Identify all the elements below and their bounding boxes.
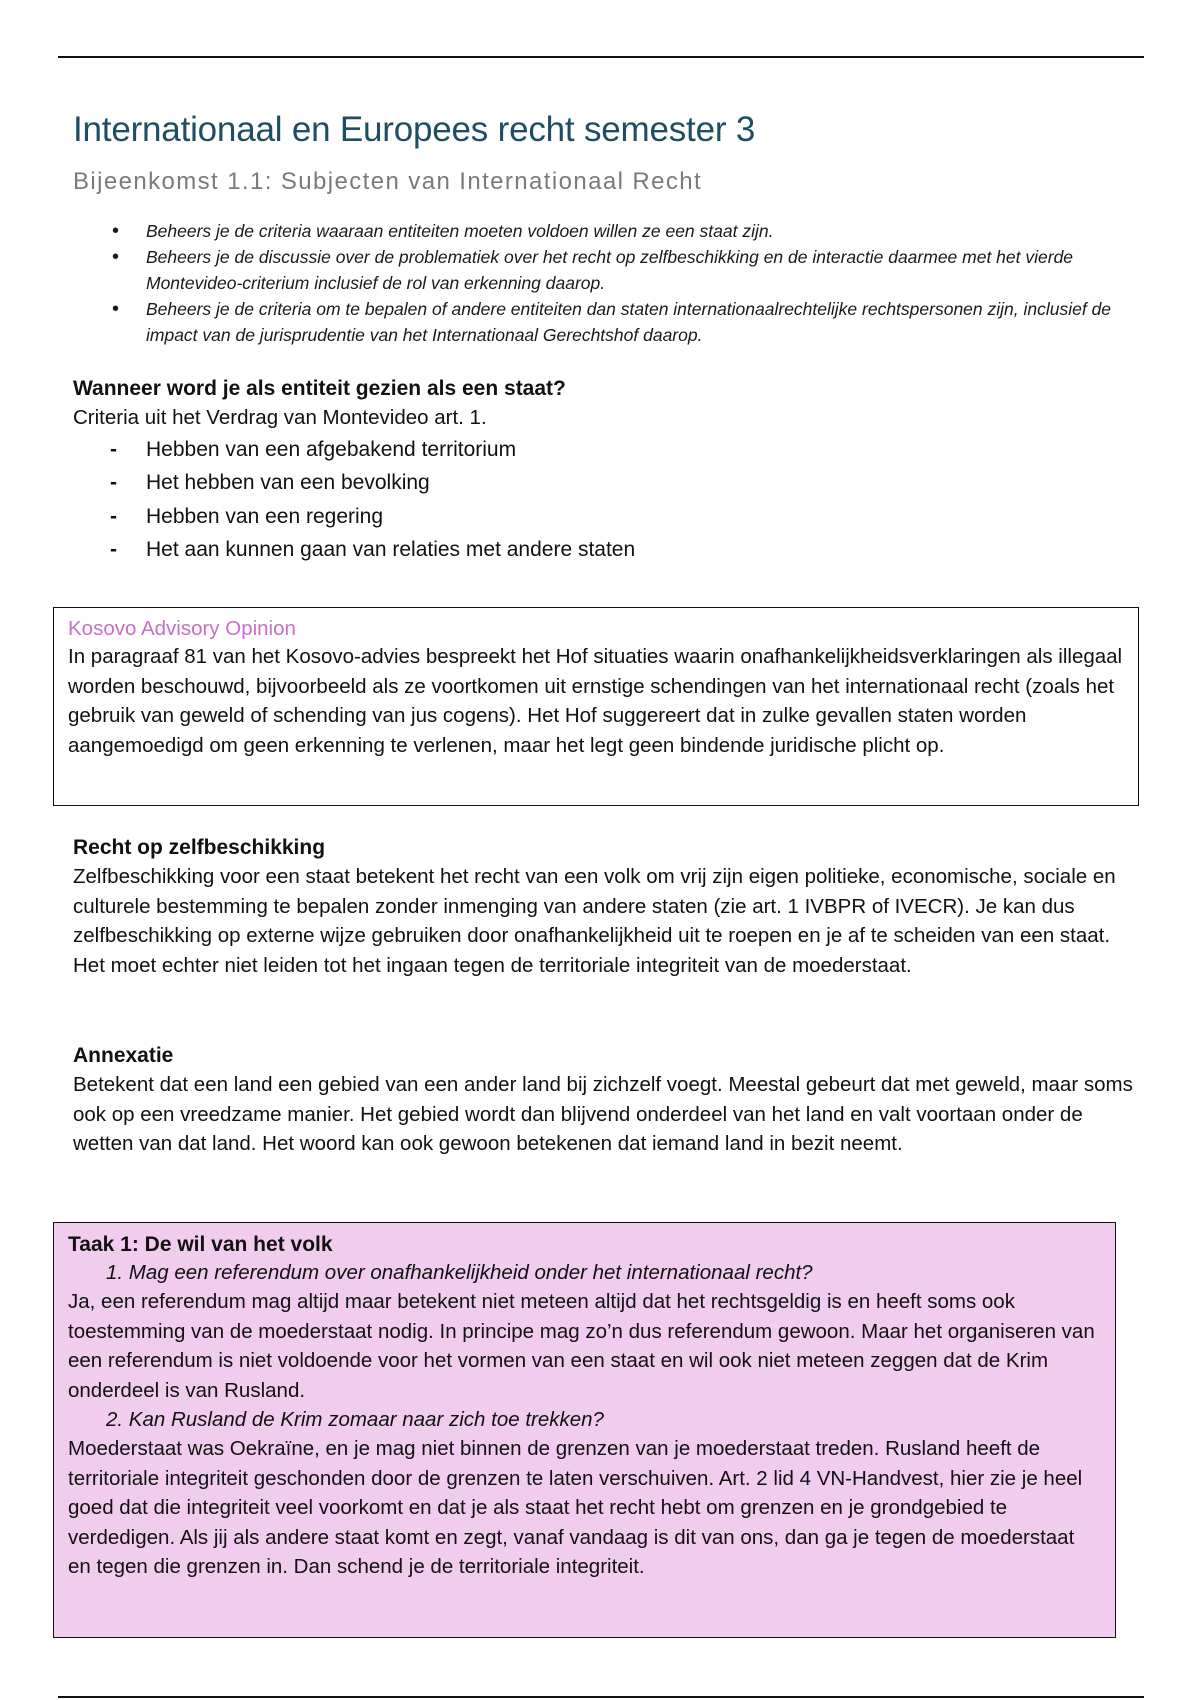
criterion-item: - Hebben van een regering bbox=[73, 500, 1133, 534]
page-title: Internationaal en Europees recht semester 3 bbox=[73, 110, 756, 149]
self-determination-text: Zelfbeschikking voor een staat betekent het recht van een volk om vrij zijn eigen politieke, economische, sociale en culturele bestemming te bepalen zonder inmenging van andere staten (zie art. 1 IVBPR of IVECR). Je kan dus zelfbeschikking op externe wijze gebruiken door onafhankelijkheid uit te roepen en je af te scheiden van een staat. Het moet echter niet leiden tot het ingaan tegen de territoriale integriteit van de moederstaat. bbox=[73, 865, 1116, 977]
learning-goal: • Beheers je de criteria om te bepalen of andere entiteiten dan staten internationaalrechtelijke rechtspersonen zijn, inclusief de impact van de jurisprudentie van het Internationaal Gerechtshof daarop. bbox=[112, 296, 1132, 348]
header-rule bbox=[58, 56, 1144, 58]
page-subtitle: Bijeenkomst 1.1: Subjecten van Internationaal Recht bbox=[73, 168, 703, 195]
kosovo-box-text: In paragraaf 81 van het Kosovo-advies bespreekt het Hof situaties waarin onafhankelijkheidsverklaringen als illegaal worden beschouwd, bijvoorbeeld als ze voortkomen uit ernstige schendingen van het internationaal recht (zoals het gebruik van geweld of schending van jus cogens). Het Hof suggereert dat in zulke gevallen staten worden aangemoedigd om geen erkenning te verlenen, maar het legt geen bindende juridische plicht op. bbox=[68, 645, 1123, 757]
annexation-heading: Annexatie bbox=[73, 1044, 174, 1067]
self-determination-section bbox=[73, 834, 1133, 980]
learning-goal: • Beheers je de discussie over de problematiek over het recht op zelfbeschikking en de interactie daarmee met het vierde Montevideo-criterium inclusief de rol van erkenning daarop. bbox=[112, 244, 1132, 296]
annexation-text: Betekent dat een land een gebied van een ander land bij zichzelf voegt. Meestal gebeurt dat met geweld, maar soms ook op een vreedzame manier. Het gebied wordt dan blijvend onderdeel van het land en valt voortaan onder de wetten van dat land. Het woord kan ook gewoon betekenen dat iemand land in bezit neemt. bbox=[73, 1073, 1133, 1155]
task-answer-1: Ja, een referendum mag altijd maar betekent niet meteen altijd dat het rechtsgeldig is en heeft soms ook toestemming van de moederstaat nodig. In principe mag zo’n dus referendum gewoon. Maar het organiseren van een referendum is niet voldoende voor het vormen van een staat en wil ook niet meteen zeggen dat de Krim onderdeel is van Rusland. bbox=[68, 1290, 1095, 1402]
footer-rule bbox=[58, 1696, 1144, 1698]
task-heading: Taak 1: De wil van het volk bbox=[68, 1233, 333, 1256]
self-determination-heading: Recht op zelfbeschikking bbox=[73, 836, 326, 859]
task-box bbox=[53, 1222, 1116, 1638]
criterion-item: - Hebben van een afgebakend territorium bbox=[73, 433, 1133, 467]
learning-goals-list bbox=[112, 218, 1132, 348]
statehood-heading: Wanneer word je als entiteit gezien als een staat? bbox=[73, 377, 566, 400]
statehood-intro: Criteria uit het Verdrag van Montevideo art. 1. bbox=[73, 406, 487, 429]
kosovo-advisory-box bbox=[53, 607, 1139, 806]
task-question-1: 1. Mag een referendum over onafhankelijkheid onder het internationaal recht? bbox=[106, 1261, 813, 1284]
criterion-item: - Het hebben van een bevolking bbox=[73, 466, 1133, 500]
task-question-2: 2. Kan Rusland de Krim zomaar naar zich toe trekken? bbox=[106, 1408, 604, 1431]
learning-goal: • Beheers je de criteria waaraan entiteiten moeten voldoen willen ze een staat zijn. bbox=[112, 218, 1132, 244]
statehood-section bbox=[73, 375, 1133, 567]
annexation-section bbox=[73, 1042, 1133, 1159]
criterion-item: - Het aan kunnen gaan van relaties met andere staten bbox=[73, 533, 1133, 567]
kosovo-box-label: Kosovo Advisory Opinion bbox=[68, 617, 296, 640]
task-answer-2: Moederstaat was Oekraïne, en je mag niet binnen de grenzen van je moederstaat treden. Rusland heeft de territoriale integriteit geschonden door de grenzen te laten verschuiven. Art. 2 lid 4 VN-Handvest, hier zie je heel goed dat die integriteit veel voorkomt en dat je als staat het recht hebt om grenzen en je grondgebied te verdedigen. Als jij als andere staat komt en zegt, vanaf vandaag is dit van ons, dan ga je tegen de moederstaat en tegen die grenzen in. Dan schend je de territoriale integriteit. bbox=[68, 1437, 1083, 1578]
statehood-criteria-list bbox=[73, 433, 1133, 567]
